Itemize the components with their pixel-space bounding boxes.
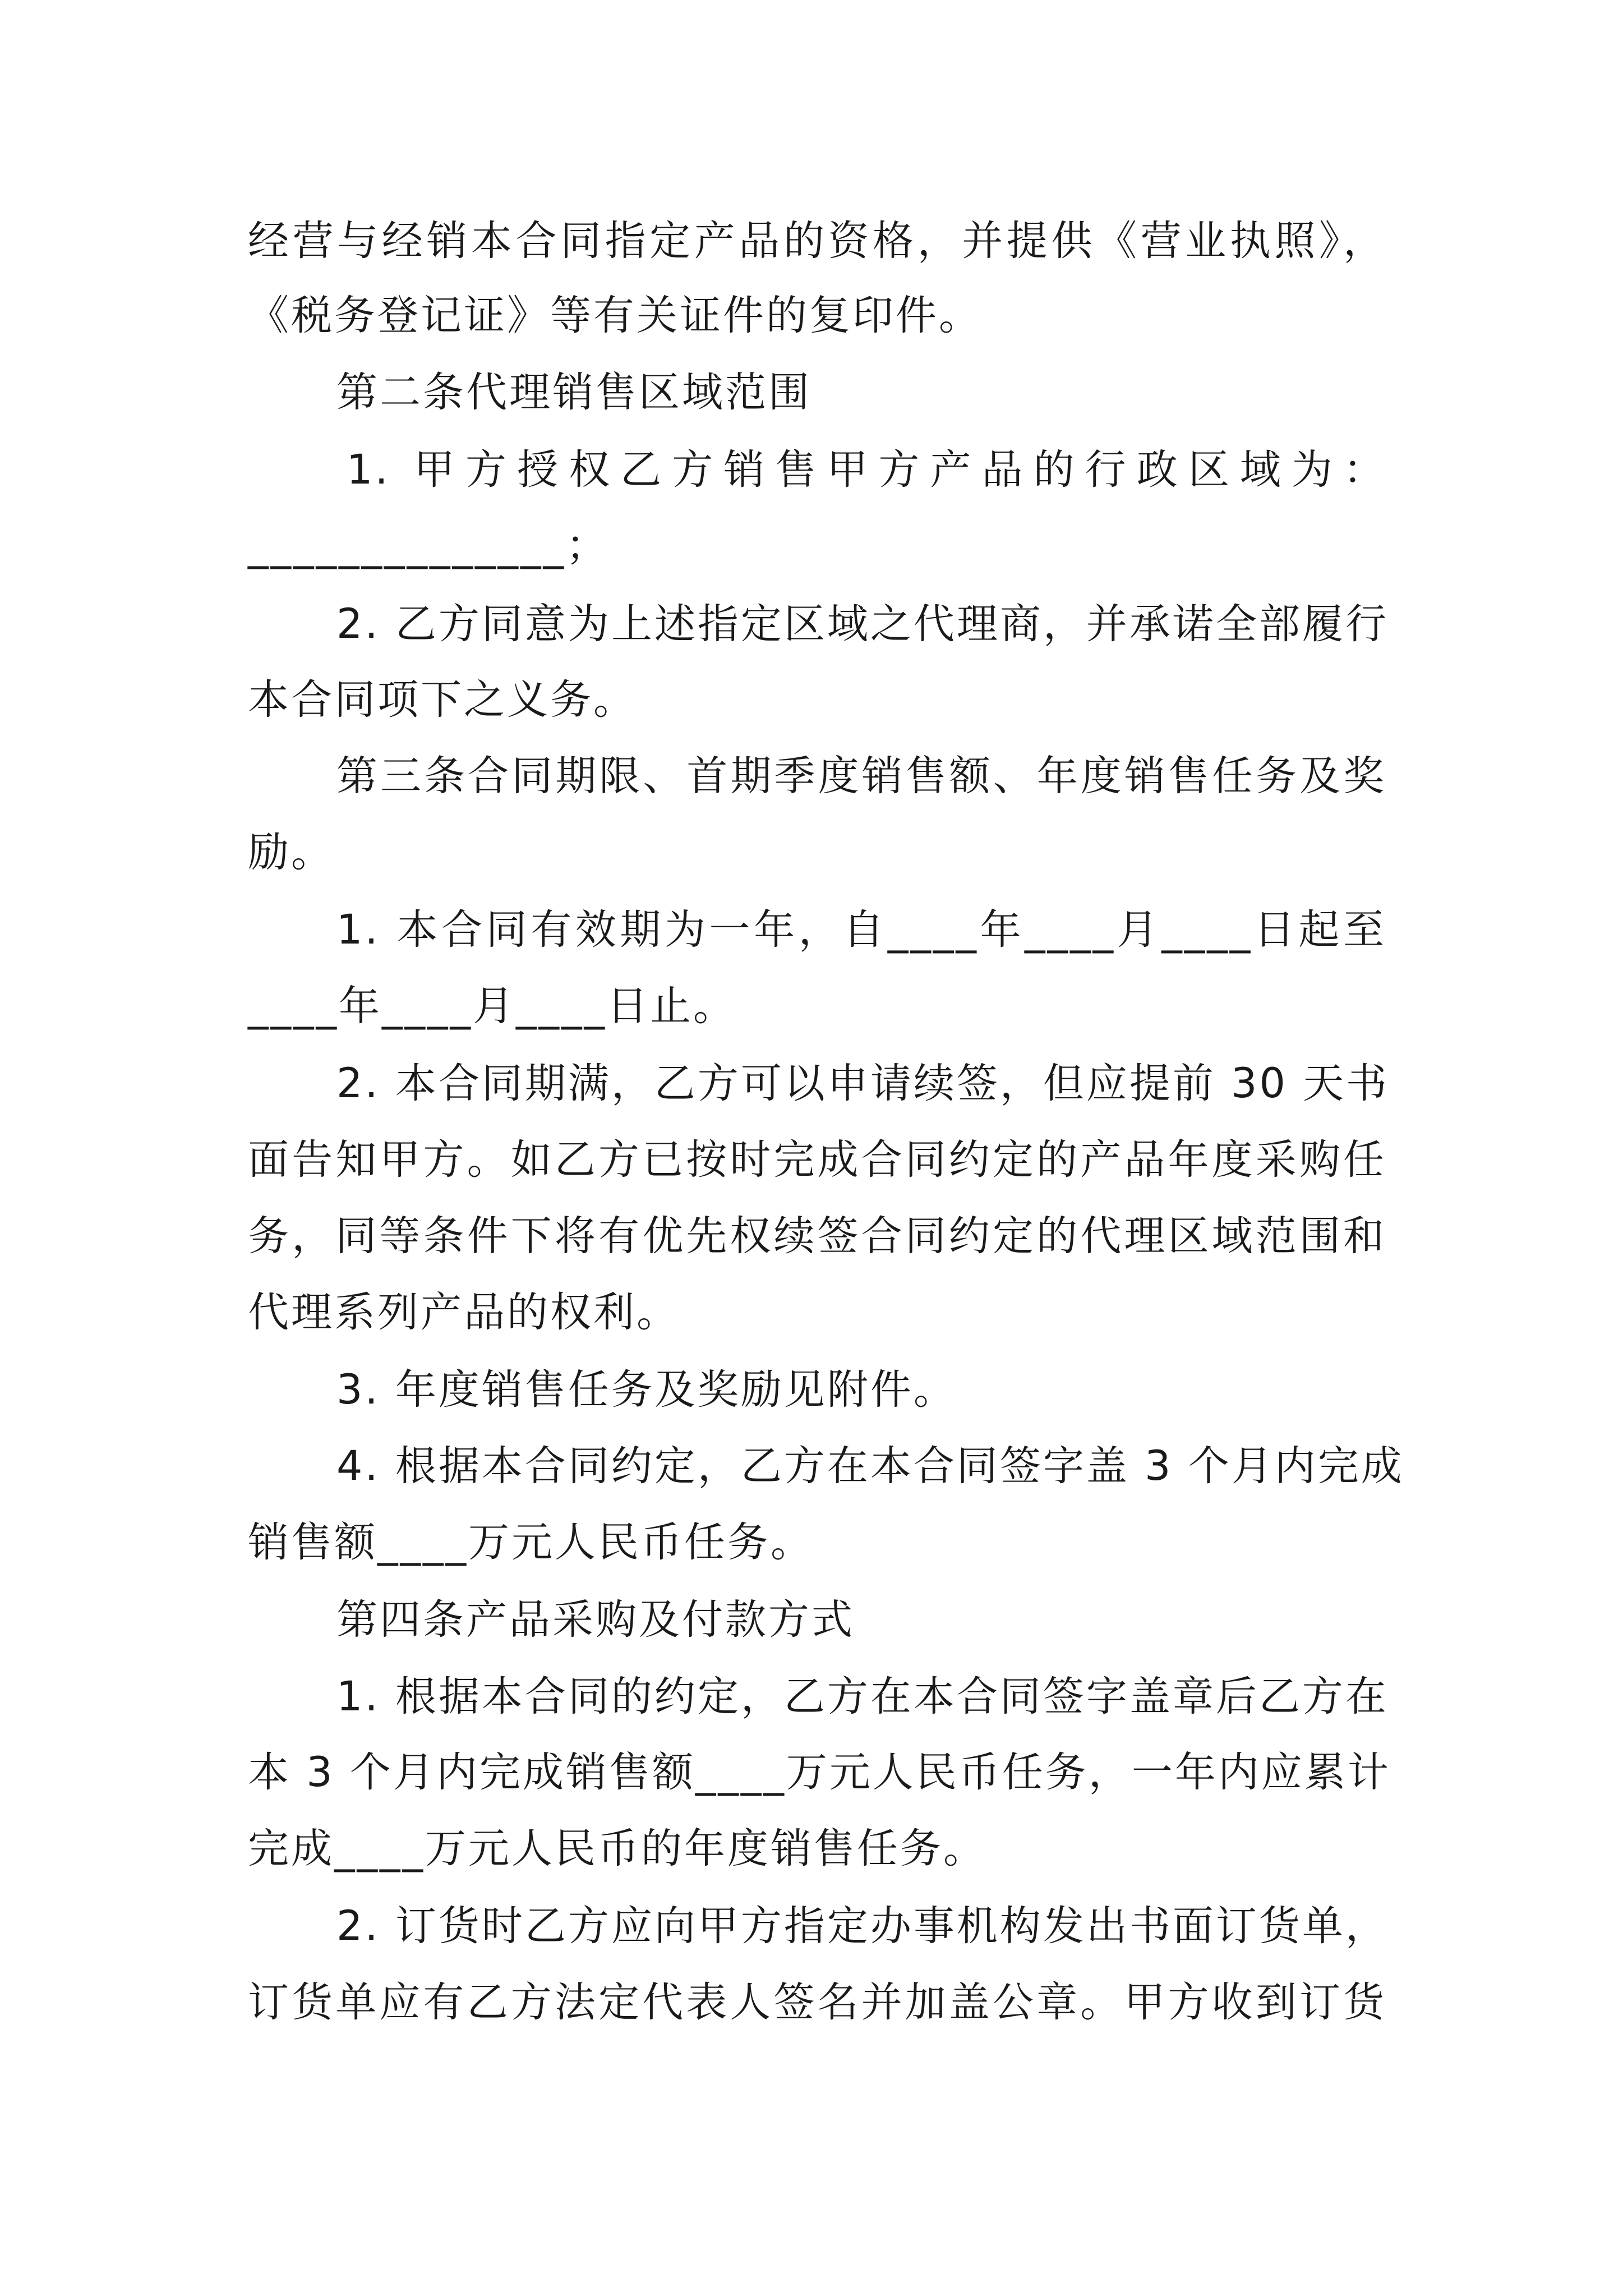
- text-line: 励。: [248, 829, 334, 876]
- text-line: 代理系列产品的权利。: [248, 1289, 680, 1336]
- text-line: 1. 甲方授权乙方销售甲方产品的行政区域为：: [347, 446, 1386, 494]
- text-line: 订货单应有乙方法定代表人签名并加盖公章。甲方收到订货: [248, 1978, 1386, 2026]
- text-line: 务，同等条件下将有优先权续签合同约定的代理区域范围和: [248, 1212, 1386, 1260]
- text-line: 经营与经销本合同指定产品的资格，并提供《营业执照》，: [248, 217, 1386, 265]
- text-line: 4. 根据本合同约定，乙方在本合同签字盖 3 个月内完成: [336, 1442, 1404, 1490]
- text-line: 完成____万元人民币的年度销售任务。: [248, 1825, 986, 1872]
- text-line: 2. 乙方同意为上述指定区域之代理商，并承诺全部履行: [336, 600, 1389, 648]
- text-line: 本 3 个月内完成销售额____万元人民币任务，一年内应累计: [248, 1749, 1391, 1796]
- text-line: 面告知甲方。如乙方已按时完成合同约定的产品年度采购任: [248, 1136, 1386, 1184]
- text-line: 《税务登记证》等有关证件的复印件。: [248, 292, 982, 339]
- text-line: 2. 本合同期满，乙方可以申请续签，但应提前 30 天书: [336, 1060, 1390, 1107]
- text-line: 销售额____万元人民币任务。: [248, 1519, 814, 1566]
- text-line: 本合同项下之义务。: [248, 676, 637, 724]
- section-heading: 第三条合同期限、首期季度销售额、年度销售任务及奖: [336, 752, 1386, 800]
- section-heading: 第二条代理销售区域范围: [336, 369, 811, 416]
- text-line: 2. 订货时乙方应向甲方指定办事机构发出书面订货单，: [336, 1902, 1389, 1950]
- text-line: 1. 根据本合同的约定，乙方在本合同签字盖章后乙方在: [336, 1673, 1389, 1720]
- text-line: 1. 本合同有效期为一年，自____年____月____日起至: [336, 906, 1386, 954]
- text-line: 3. 年度销售任务及奖励见附件。: [336, 1366, 957, 1414]
- section-heading: 第四条产品采购及付款方式: [336, 1596, 855, 1644]
- text-line: ____年____月____日止。: [248, 982, 736, 1030]
- blank-fill-line: ______________；: [248, 522, 609, 569]
